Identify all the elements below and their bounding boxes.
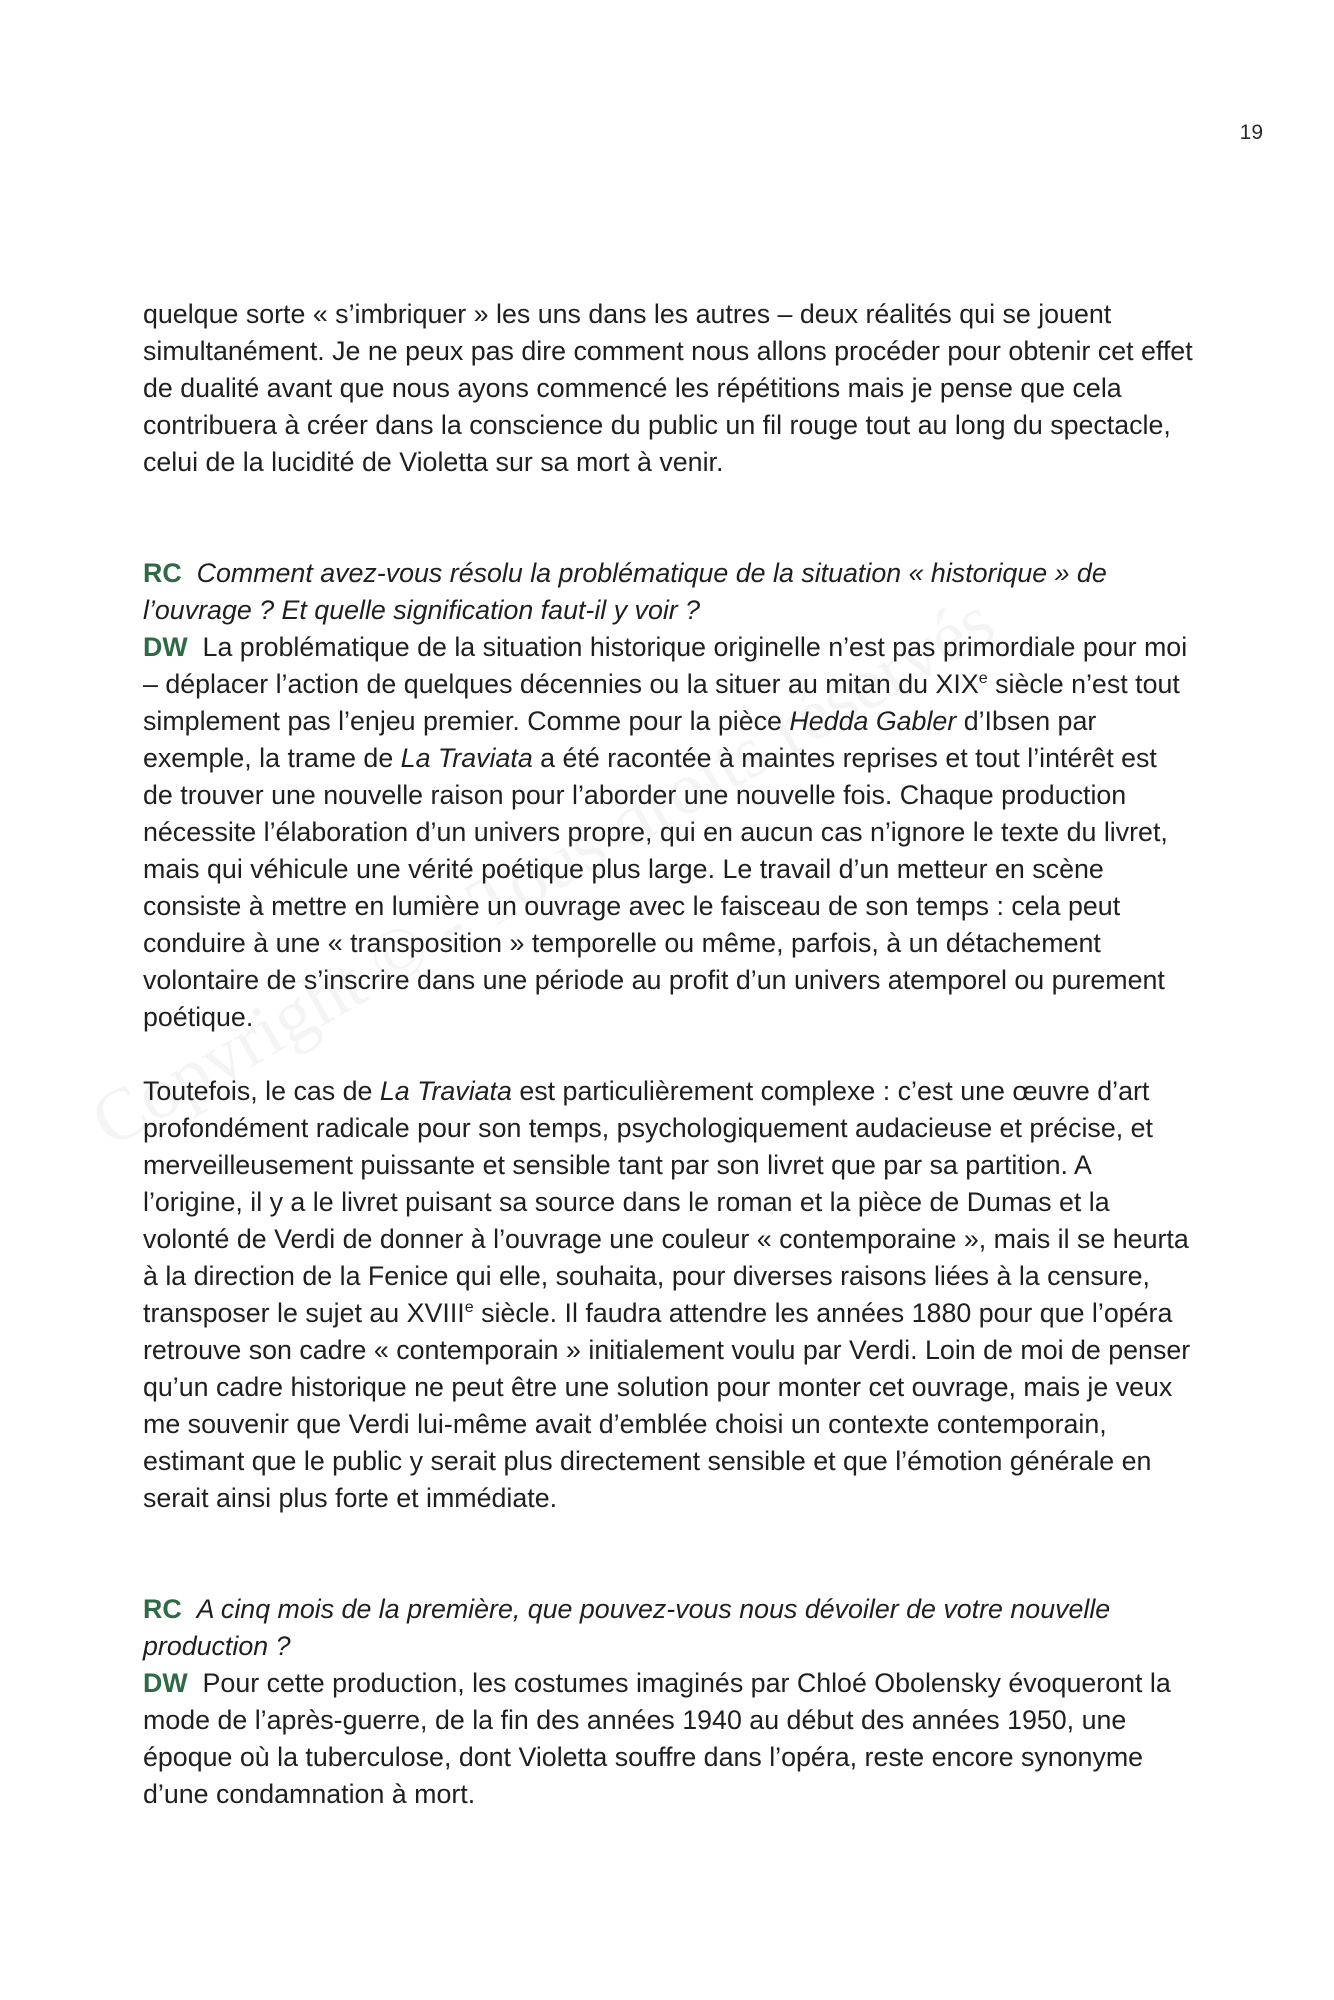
paragraph-toutefois-superscript: e xyxy=(464,1298,474,1317)
paragraph-toutefois-text-3: siècle. Il faudra attendre les années 1880 pour que l’opéra retrouve son cadre « contemporain » initialement voulu par Verdi. Loin de moi de penser qu’un cadre historique ne peut être une solution pour monter cet ouvrage, mais je veux me souvenir que Verdi lui-même avait d’emblée choisi un contexte contemporain, estimant que le public y serait plus directement sensible et que l’émotion générale en serait ainsi plus forte et immédiate. xyxy=(143,1298,1191,1513)
paragraph-intro: quelque sorte « s’imbriquer » les uns dans les autres – deux réalités qui se jouent simultanément. Je ne peux pas dire comment nous allons procéder pour obtenir cet effet de dualité avant que nous ayons commencé les répétitions mais je pense que cela contribuera à créer dans la conscience du public un fil rouge tout au long du spectacle, celui de la lucidité de Violetta sur sa mort à venir. xyxy=(143,299,1193,477)
answer-1-superscript: e xyxy=(978,669,988,688)
answer-2-text: Pour cette production, les costumes imaginés par Chloé Obolensky évoqueront la mode de l’après-guerre, de la fin des années 1940 au début des années 1950, une époque où la tuberculose, dont Violetta souffre dans l’opéra, reste encore synonyme d’une condamnation à mort. xyxy=(143,1668,1171,1809)
answer-1-text-4: a été racontée à maintes reprises et tout l’intérêt est de trouver une nouvelle raison pour l’aborder une nouvelle fois. Chaque production nécessite l’élaboration d’un univers propre, qui en aucun cas n’ignore le texte du livret, mais qui véhicule une vérité poétique plus large. Le travail d’un metteur en scène consiste à mettre en lumière un ouvrage avec le faisceau de son temps : cela peut conduire à une « transposition » temporelle ou même, parfois, à un détachement volontaire de s’inscrire dans une période au profit d’un univers atemporel ou purement poétique. xyxy=(143,743,1168,1032)
interviewer-label-2: RC xyxy=(143,1594,182,1624)
interviewer-label: RC xyxy=(143,558,182,588)
answer-1-text-2: siècle n’est tout simplement pas l’enjeu premier. Comme pour la pièce xyxy=(143,669,1180,736)
question-2-text: A cinq mois de la première, que pouvez-vous nous dévoiler de votre nouvelle production ? xyxy=(143,1594,1111,1661)
answer-1-text-1: La problématique de la situation historique originelle n’est pas primordiale pour moi – déplacer l’action de quelques décennies ou la situer au mitan du XIX xyxy=(143,632,1188,699)
answer-1-text-3: d’Ibsen par exemple, la trame de xyxy=(143,706,1097,773)
title-la-traviata-2: La Traviata xyxy=(379,1076,512,1106)
paragraph-toutefois-text-1: Toutefois, le cas de xyxy=(143,1076,380,1106)
paragraph-toutefois xyxy=(143,1073,1193,1517)
interview-text xyxy=(143,296,1193,1813)
question-1 xyxy=(143,555,1193,629)
respondent-label: DW xyxy=(143,632,188,662)
answer-2 xyxy=(143,1665,1193,1813)
answer-1 xyxy=(143,629,1193,1036)
page-number: 19 xyxy=(1239,121,1263,144)
question-2 xyxy=(143,1591,1193,1665)
title-la-traviata: La Traviata xyxy=(400,743,533,773)
question-1-text: Comment avez-vous résolu la problématique de la situation « historique » de l’ouvrage ? Et quelle signification faut-il y voir ? xyxy=(143,558,1107,625)
title-hedda-gabler: Hedda Gabler xyxy=(789,706,957,736)
respondent-label-2: DW xyxy=(143,1668,188,1698)
paragraph-toutefois-text-2: est particulièrement complexe : c’est une œuvre d’art profondément radicale pour son temps, psychologiquement audacieuse et précise, et merveilleusement puissante et sensible tant par son livret que par sa partition. A l’origine, il y a le livret puisant sa source dans le roman et la pièce de Dumas et la volonté de Verdi de donner à l’ouvrage une couleur « contemporaine », mais il se heurta à la direction de la Fenice qui elle, souhaita, pour diverses raisons liées à la censure, transposer le sujet au XVIII xyxy=(143,1076,1189,1328)
